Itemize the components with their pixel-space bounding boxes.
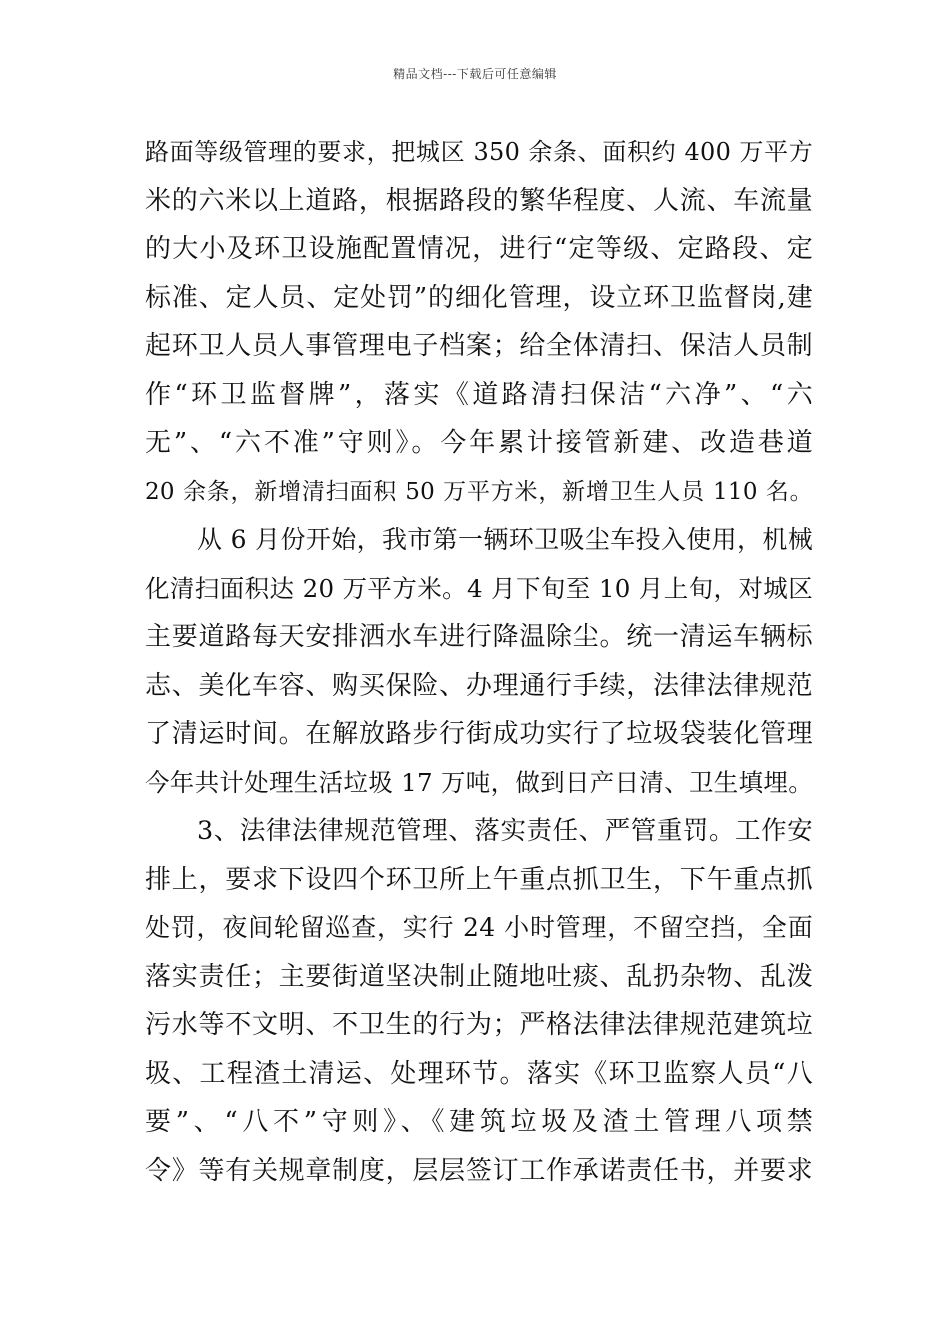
- text-line: 今年共计处理生活垃圾 17 万吨，做到日产日清、卫生填埋。: [145, 767, 813, 797]
- text-line: 米的六米以上道路，根据路段的繁华程度、人流、车流量: [145, 185, 813, 216]
- text-line: 无”、“六不准”守则》。今年累计接管新建、改造巷道: [145, 428, 813, 458]
- text-line: 落实责任；主要街道坚决制止随地吐痰、乱扔杂物、乱泼: [145, 961, 813, 992]
- text-line: 的大小及环卫设施配置情况，进行“定等级、定路段、定: [145, 234, 813, 264]
- page-header: 精品文档---下载后可任意编辑: [393, 67, 557, 81]
- text-line: 路面等级管理的要求，把城区 350 余条、面积约 400 万平方: [145, 138, 813, 166]
- paragraph-2: [145, 516, 813, 807]
- text-line: 圾、工程渣土清运、处理环节。落实《环卫监察人员“八: [145, 1058, 813, 1089]
- text-line: 化清扫面积达 20 万平方米。4 月下旬至 10 月上旬，对城区: [145, 573, 813, 603]
- text-line: 20 余条，新增清扫面积 50 万平方米，新增卫生人员 110 名。: [145, 478, 813, 505]
- text-line: 标准、定人员、定处罚”的细化管理，设立环卫监督岗,建: [145, 282, 813, 313]
- paragraph-3: [145, 807, 813, 1195]
- text-line: 要”、“八不”守则》、《建筑垃圾及渣土管理八项禁: [145, 1107, 813, 1137]
- text-line: 处罚，夜间轮留巡查，实行 24 小时管理，不留空挡，全面: [145, 913, 813, 942]
- text-line: 了清运时间。在解放路步行街成功实行了垃圾袋装化管理: [145, 719, 813, 749]
- paragraph-1: [145, 128, 813, 516]
- text-line: 从 6 月份开始，我市第一辆环卫吸尘车投入使用，机械: [197, 525, 813, 554]
- text-line: 起环卫人员人事管理电子档案；给全体清扫、保洁人员制: [145, 331, 813, 361]
- text-line: 3、法律法律规范管理、落实责任、严管重罚。工作安: [197, 816, 813, 846]
- text-line: 志、美化车容、购买保险、办理通行手续，法律法律规范: [145, 670, 813, 701]
- document-body: [145, 128, 813, 1195]
- text-line: 主要道路每天安排洒水车进行降温除尘。统一清运车辆标: [145, 622, 813, 652]
- text-line: 排上，要求下设四个环卫所上午重点抓卫生，下午重点抓: [145, 864, 813, 895]
- text-line: 令》等有关规章制度，层层签订工作承诺责任书，并要求: [145, 1155, 813, 1186]
- text-line: 污水等不文明、不卫生的行为；严格法律法律规范建筑垃: [145, 1010, 813, 1040]
- text-line: 作“环卫监督牌”，落实《道路清扫保洁“六净”、“六: [145, 379, 813, 410]
